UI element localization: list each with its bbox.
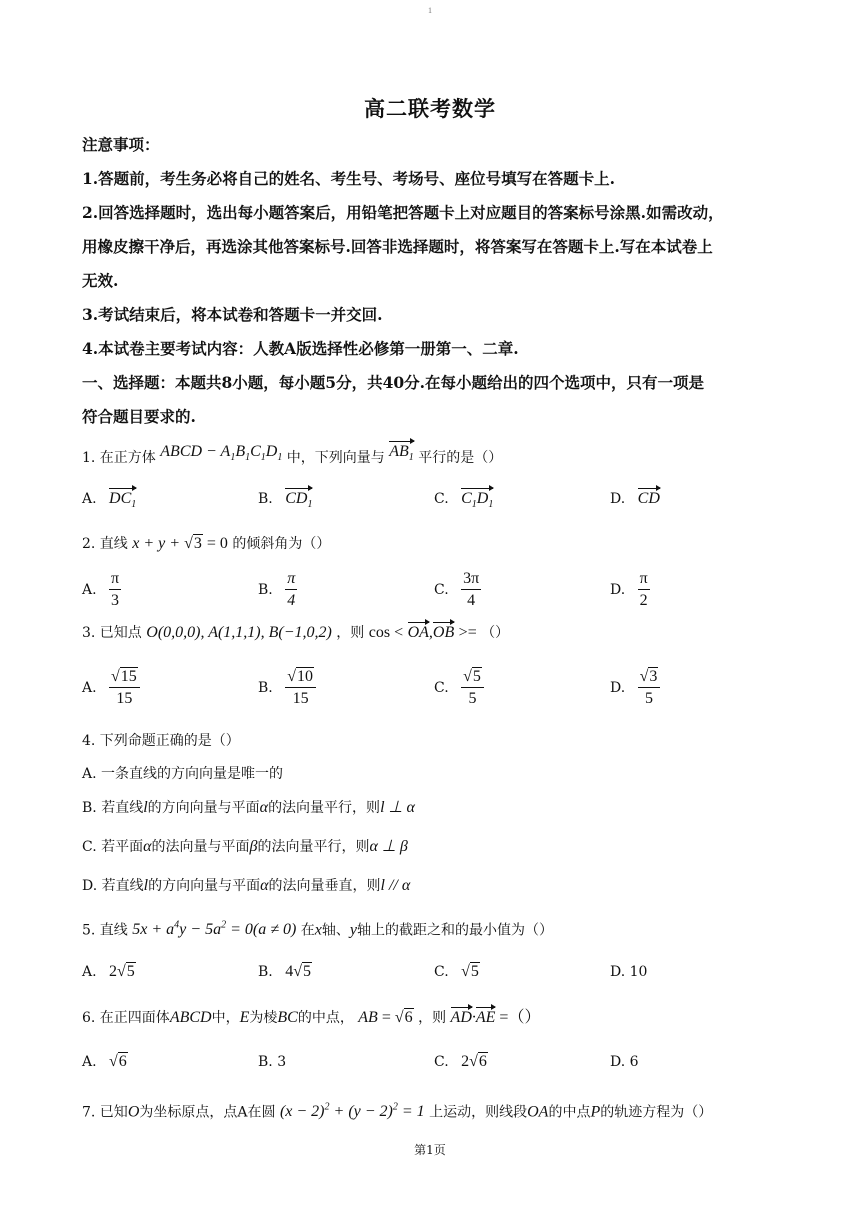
q3-option-a: A. $\frac{√15}{15}$: [82, 668, 140, 708]
q2-option-b: B. $\frac{\pi}{4}$: [258, 570, 296, 609]
note-item-2-line-2: 用橡皮擦干净后，再选涂其他答案标号.回答非选择题时，将答案写在答题卡上.写在本试卷上: [82, 237, 713, 256]
page-marker: 1: [428, 6, 432, 15]
note-item-3: 3.考试结束后，将本试卷和答题卡一并交回.: [82, 305, 383, 324]
page-title: 高二联考数学: [364, 96, 496, 121]
q6-option-d: D. 6: [610, 1054, 639, 1070]
q4-option-c: C. 若平面α的法向量与平面β的法向量平行，则α ⊥ β: [82, 838, 408, 855]
note-item-4: 4.本试卷主要考试内容：人教A版选择性必修第一册第一、二章.: [82, 339, 519, 358]
note-item-1: 1.答题前，考生务必将自己的姓名、考生号、考场号、座位号填写在答题卡上.: [82, 169, 616, 188]
q1-option-c: C. $C_1D_1$: [434, 490, 494, 511]
q4-option-d: D. 若直线l的方向向量与平面α的法向量垂直，则l // α: [82, 877, 411, 894]
q6-option-c: C. 2√6: [434, 1053, 487, 1070]
q5-option-d: D. 10: [610, 964, 648, 980]
section-heading-line-2: 符合题目要求的.: [82, 407, 196, 426]
question-4: 4. 下列命题正确的是（）: [82, 733, 240, 749]
question-7: 7. 已知O为坐标原点，点A在圆 $(x - 2)^2 + (y - 2)^2 = 1$ 上运动，则线段OA的中点P的轨迹方程为（）: [82, 1102, 713, 1121]
q2-option-d: D. $\frac{\pi}{2}$: [610, 570, 648, 609]
q1-option-a: A. $DC_1$: [82, 490, 137, 511]
question-2: 2. 直线 x + y + √3 = 0 的倾斜角为（）: [82, 535, 331, 552]
notes-heading: 注意事项：: [82, 135, 160, 154]
question-3: 3. 已知点 O(0,0,0), A(1,1,1), B(−1,0,2) ，则 cos < OA,OB >= （）: [82, 624, 510, 641]
question-1: 1. 在正方体 ABCD − $A_1B_1C_1D_1$ 中，下列向量与 $AB_1$ 平行的是（）: [82, 443, 503, 466]
q5-option-b: B. 4√5: [258, 963, 311, 980]
q3-option-d: D. $\frac{√3}{5}$: [610, 668, 660, 708]
q3-option-b: B. $\frac{√10}{15}$: [258, 668, 316, 708]
q4-option-b: B. 若直线l的方向向量与平面α的法向量平行，则l ⊥ α: [82, 799, 415, 816]
note-item-2-line-1: 2.回答选择题时，选出每小题答案后，用铅笔把答题卡上对应题目的答案标号涂黑.如需改动，: [82, 203, 724, 222]
q6-option-a: A. √6: [82, 1053, 127, 1070]
question-6: 6. 在正四面体ABCD中，E为棱BC的中点， AB = √6 ，则 AD·AE =（）: [82, 1009, 541, 1026]
vector-ab1: $AB_1$: [389, 443, 414, 464]
q1-option-d: D. CD: [610, 490, 660, 507]
q1-option-b: B. $CD_1$: [258, 490, 313, 511]
q2-option-a: A. $\frac{\pi}{3}$: [82, 570, 120, 609]
q2-option-c: C. $\frac{3\pi}{4}$: [434, 570, 480, 609]
section-heading-line-1: 一、选择题：本题共8小题，每小题5分，共40分.在每小题给出的四个选项中，只有一项是: [82, 373, 705, 392]
page-footer: 第1页: [414, 1143, 446, 1157]
q3-option-c: C. $\frac{√5}{5}$: [434, 668, 484, 708]
q6-option-b: B. 3: [258, 1054, 287, 1070]
q5-option-a: A. 2√5: [82, 963, 135, 980]
note-item-2-line-3: 无效.: [82, 271, 119, 290]
q4-option-a: A. 一条直线的方向向量是唯一的: [82, 766, 284, 782]
question-5: 5. 直线 $5x + a^4y - 5a^2 = 0(a \ne 0)$ 在x轴、y轴上的截距之和的最小值为（）: [82, 920, 553, 939]
q5-option-c: C. √5: [434, 963, 479, 980]
